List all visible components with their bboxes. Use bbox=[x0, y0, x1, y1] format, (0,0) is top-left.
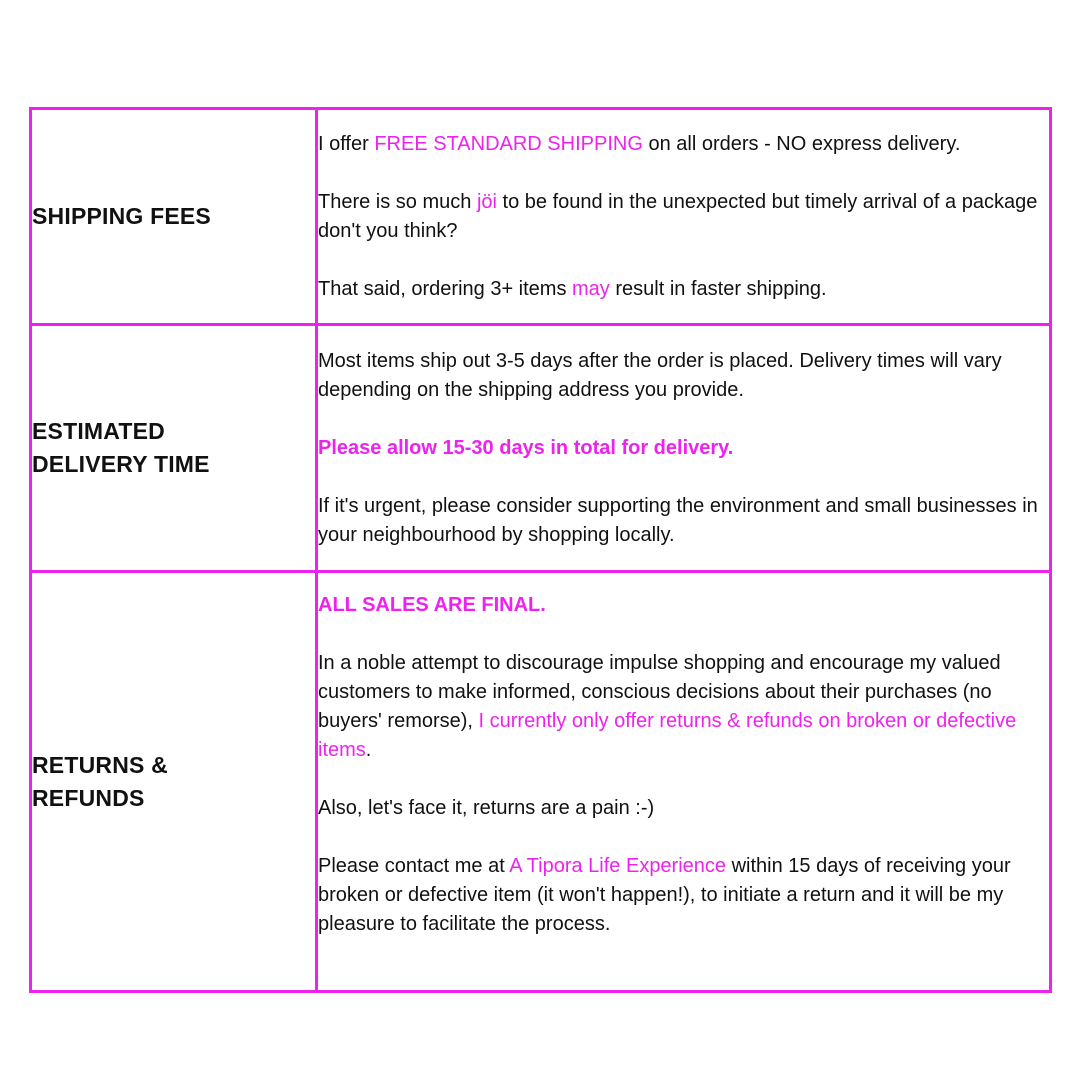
returns-paragraph-4: Please contact me at A Tipora Life Experience within 15 days of receiving your broken or defective item (it won't happen!), to initiate a return and it will be my pleasure to facilitate the process. bbox=[318, 855, 1011, 935]
delivery-time-row bbox=[31, 325, 1051, 572]
shipping-paragraph-2: There is so much jöi to be found in the unexpected but timely arrival of a package don't you think? bbox=[318, 190, 1038, 242]
returns-refunds-content bbox=[317, 572, 1051, 992]
delivery-paragraph-3: If it's urgent, please consider supporting the environment and small businesses in your neighbourhood by shopping locally. bbox=[318, 494, 1038, 546]
shipping-paragraph-3: That said, ordering 3+ items may result in faster shipping. bbox=[318, 277, 827, 300]
returns-refunds-row bbox=[31, 572, 1051, 992]
delivery-paragraph-1: Most items ship out 3-5 days after the order is placed. Delivery times will vary depending on the shipping address you provide. bbox=[318, 349, 1002, 401]
may-highlight: may bbox=[572, 277, 610, 300]
returns-paragraph-1: ALL SALES ARE FINAL. bbox=[318, 594, 546, 616]
returns-paragraph-3: Also, let's face it, returns are a pain :-) bbox=[318, 797, 655, 819]
delivery-time-label: ESTIMATED DELIVERY TIME bbox=[31, 325, 317, 572]
delivery-paragraph-2: Please allow 15-30 days in total for delivery. bbox=[318, 436, 734, 459]
shipping-fees-row bbox=[31, 109, 1051, 325]
refund-policy-highlight: I currently only offer returns & refunds on broken or defective items bbox=[318, 710, 1017, 761]
shipping-paragraph-1: I offer FREE STANDARD SHIPPING on all orders - NO express delivery. bbox=[318, 132, 961, 155]
policy-table bbox=[29, 107, 1052, 993]
delivery-time-content bbox=[317, 325, 1051, 572]
returns-paragraph-2: In a noble attempt to discourage impulse shopping and encourage my valued customers to make informed, conscious decisions about their purchases (no buyers' remorse), I currently only offer returns & refunds on broken or defective items. bbox=[318, 652, 1017, 761]
returns-refunds-label: RETURNS & REFUNDS bbox=[31, 572, 317, 992]
joi-highlight: jöi bbox=[476, 190, 497, 213]
contact-link[interactable]: A Tipora Life Experience bbox=[509, 855, 727, 877]
shipping-fees-content bbox=[317, 109, 1051, 325]
shipping-fees-label: SHIPPING FEES bbox=[31, 109, 317, 325]
free-shipping-highlight: FREE STANDARD SHIPPING bbox=[374, 132, 643, 155]
